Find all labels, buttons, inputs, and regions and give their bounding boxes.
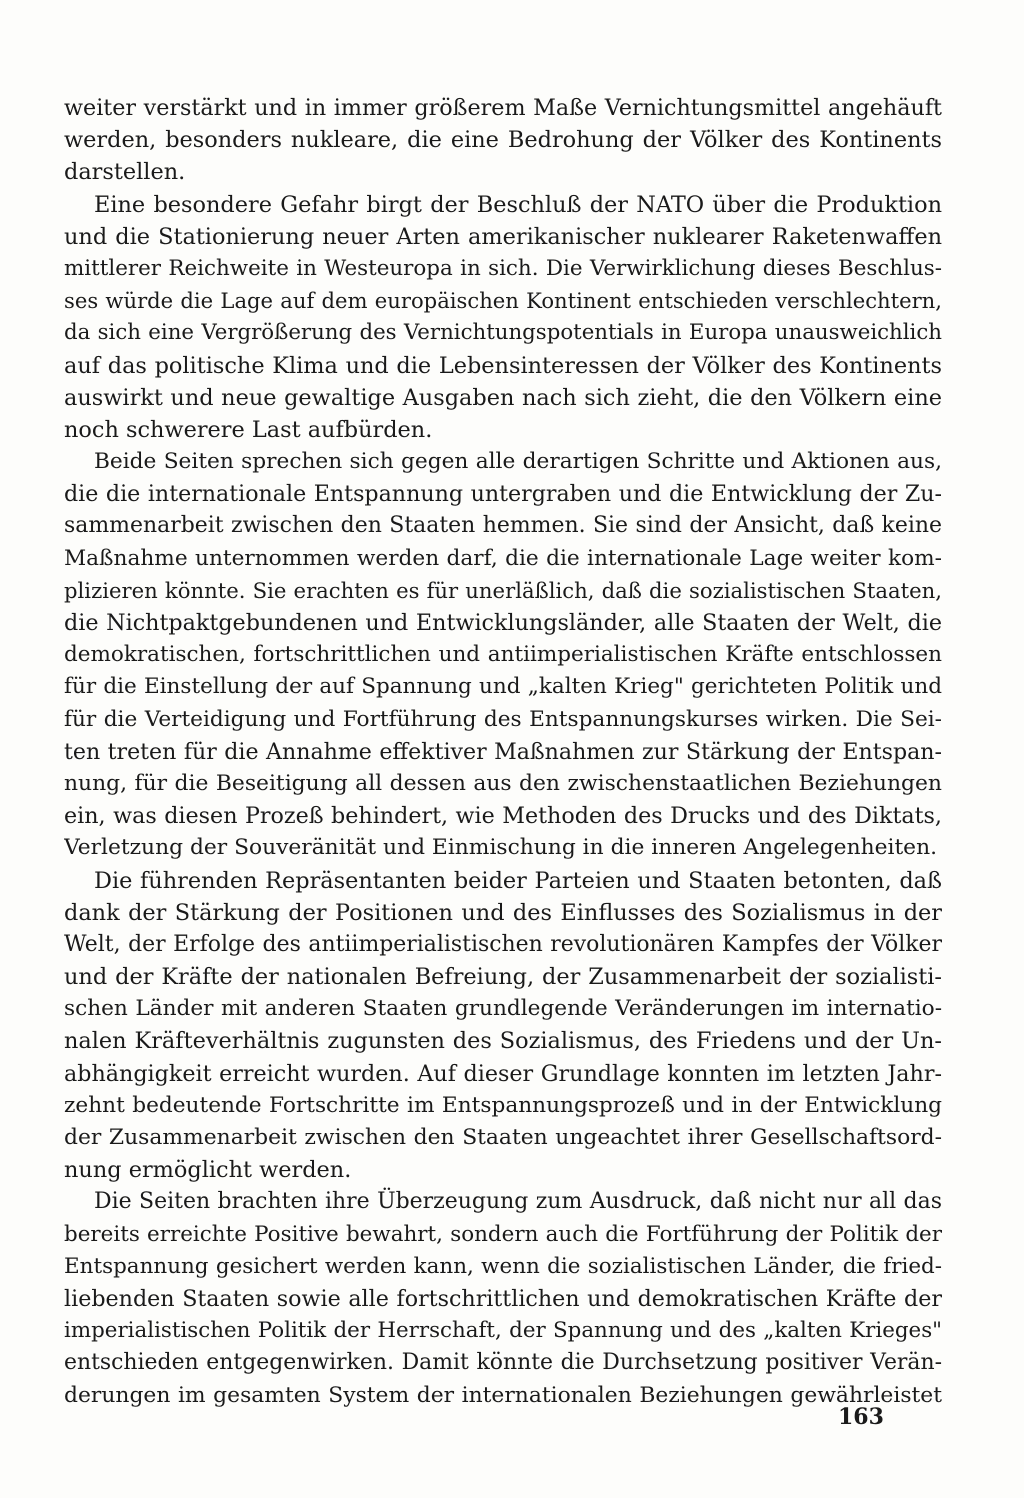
text-line: demokratischen, fortschrittlichen und antiimperialistischen Kräfte entschlossen [64, 642, 942, 668]
text-line: da sich eine Vergrößerung des Vernichtungspotentials in Europa unausweichlich [64, 320, 942, 346]
text-line: Maßnahme unternommen werden darf, die die internationale Lage weiter kom- [64, 545, 942, 571]
text-line: Welt, der Erfolge des antiimperialistischen revolutionären Kampfes der Völker [64, 931, 942, 957]
text-line: und die Stationierung neuer Arten amerikanischer nuklearer Raketenwaffen [64, 223, 942, 250]
text-line: noch schwerere Last aufbürden. [64, 416, 433, 443]
text-line: Die führenden Repräsentanten beider Parteien und Staaten betonten, daß [94, 867, 942, 894]
text-line: mittlerer Reichweite in Westeuropa in sich. Die Verwirklichung dieses Beschlus- [64, 255, 942, 281]
text-line: bereits erreichte Positive bewahrt, sondern auch die Fortführung der Politik der [64, 1221, 942, 1247]
text-line: auf das politische Klima und die Lebensinteressen der Völker des Kontinents [64, 352, 942, 379]
text-line: ein, was diesen Prozeß behindert, wie Methoden des Drucks und des Diktats, [64, 803, 942, 830]
body-text [64, 92, 942, 1412]
text-line: schen Länder mit anderen Staaten grundlegende Veränderungen im internatio- [64, 996, 942, 1022]
paragraph [64, 1186, 942, 1411]
text-line: derungen im gesamten System der internationalen Beziehungen gewährleistet [64, 1382, 942, 1408]
page-number: 163 [838, 1404, 884, 1430]
text-line: dank der Stärkung der Positionen und des Einflusses des Sozialismus in der [64, 899, 942, 926]
text-line: nung ermöglicht werden. [64, 1157, 352, 1184]
text-line: und der Kräfte der nationalen Befreiung, der Zusammenarbeit der sozialisti- [64, 964, 942, 991]
text-line: imperialistischen Politik der Herrschaft, der Spannung und des „kalten Krieges" [64, 1318, 942, 1344]
paragraph [64, 92, 942, 189]
text-line: die die internationale Entspannung untergraben und die Entwicklung der Zu- [64, 481, 942, 508]
text-line: Beide Seiten sprechen sich gegen alle derartigen Schritte und Aktionen aus, [94, 449, 942, 475]
text-line: nalen Kräfteverhältnis zugunsten des Sozialismus, des Friedens und der Un- [64, 1028, 942, 1055]
text-line: ten treten für die Annahme effektiver Maßnahmen zur Stärkung der Entspan- [64, 738, 942, 765]
text-line: Die Seiten brachten ihre Überzeugung zum Ausdruck, daß nicht nur all das [94, 1189, 942, 1215]
text-line: liebenden Staaten sowie alle fortschrittlichen und demokratischen Kräfte der [64, 1285, 942, 1312]
text-line: der Zusammenarbeit zwischen den Staaten ungeachtet ihrer Gesellschaftsord- [64, 1125, 942, 1150]
text-line: für die Verteidigung und Fortführung des Entspannungskurses wirken. Die Sei- [64, 706, 942, 732]
text-line: auswirkt und neue gewaltige Ausgaben nach sich zieht, die den Völkern eine [64, 384, 942, 411]
text-line: abhängigkeit erreicht wurden. Auf dieser Grundlage konnten im letzten Jahr- [64, 1060, 942, 1087]
text-line: sammenarbeit zwischen den Staaten hemmen. Sie sind der Ansicht, daß keine [64, 513, 942, 539]
text-line: ses würde die Lage auf dem europäischen Kontinent entschieden verschlechtern, [64, 288, 942, 314]
paragraph [64, 189, 942, 447]
paragraph [64, 446, 942, 864]
text-line: Eine besondere Gefahr birgt der Beschluß der NATO über die Produktion [94, 191, 942, 218]
paragraph [64, 865, 942, 1187]
text-line: weiter verstärkt und in immer größerem Maße Vernichtungsmittel angehäuft [64, 95, 942, 121]
text-line: nung, für die Beseitigung all dessen aus den zwischenstaatlichen Beziehungen [64, 770, 942, 796]
text-line: plizieren könnte. Sie erachten es für unerläßlich, daß die sozialistischen Staaten, [64, 577, 942, 603]
text-line: Entspannung gesichert werden kann, wenn die sozialistischen Länder, die fried- [64, 1253, 942, 1279]
text-line: entschieden entgegenwirken. Damit könnte die Durchsetzung positiver Verän- [64, 1350, 942, 1376]
text-line: zehnt bedeutende Fortschritte im Entspannungsprozeß und in der Entwicklung [64, 1092, 942, 1118]
text-line: werden, besonders nukleare, die eine Bedrohung der Völker des Kontinents [64, 127, 942, 154]
text-line: für die Einstellung der auf Spannung und „kalten Krieg" gerichteten Politik und [64, 674, 942, 700]
text-line: darstellen. [64, 159, 186, 186]
text-line: Verletzung der Souveränität und Einmischung in die inneren Angelegenheiten. [64, 835, 938, 861]
text-line: die Nichtpaktgebundenen und Entwicklungsländer, alle Staaten der Welt, die [64, 610, 942, 636]
